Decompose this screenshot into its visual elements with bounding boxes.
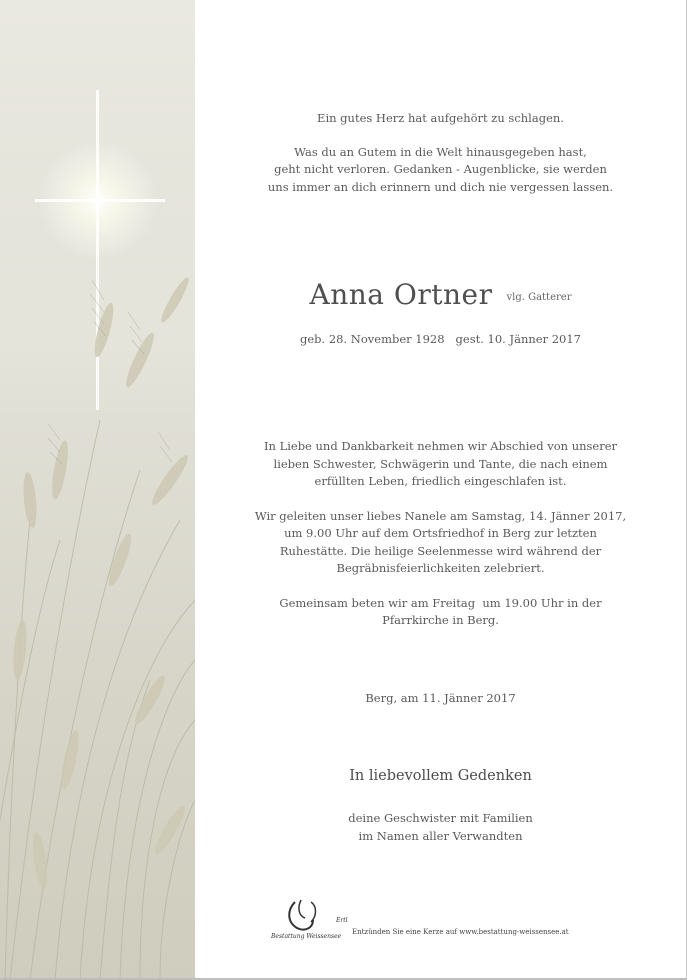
wheat-field-cross-image xyxy=(0,0,195,980)
poem-line: Was du an Gutem in die Welt hinausgegeben hast, xyxy=(294,144,587,159)
life-dates: geb. 28. November 1928 gest. 10. Jänner 2017 xyxy=(300,332,581,346)
announcement-text xyxy=(195,438,686,630)
footer xyxy=(195,896,686,946)
obituary-content xyxy=(195,0,686,980)
logo-text: Bestattung Weissensee xyxy=(271,933,342,940)
poem-line: Ein gutes Herz hat aufgehört zu schlagen. xyxy=(317,111,564,125)
logo-ertl: Ertl xyxy=(336,917,348,924)
poem-line: geht nicht verloren. Gedanken - Augenblicke, sie werden xyxy=(274,162,607,176)
family-line: deine Geschwister mit Familien xyxy=(348,811,533,825)
announcement-line: lieben Schwester, Schwägerin und Tante, die nach einem xyxy=(273,456,608,471)
announcement-line: Ruhestätte. Die heilige Seelenmesse wird während der xyxy=(279,543,602,558)
deceased-alias: vlg. Gatterer xyxy=(506,292,572,303)
deceased-name: Anna Ortner xyxy=(309,278,493,311)
announcement-line: Begräbnisfeierlichkeiten zelebriert. xyxy=(336,561,545,575)
announcement-line: Gemeinsam beten wir am Freitag um 19.00 Uhr in der xyxy=(279,595,602,610)
memorial-poem xyxy=(195,110,686,196)
memory-heading: In liebevollem Gedenken xyxy=(349,768,532,784)
deceased-name-row xyxy=(195,278,686,311)
family-signature xyxy=(195,810,686,845)
announcement-line: In Liebe und Dankbarkeit nehmen wir Abschied von unserer xyxy=(263,439,618,453)
place-date: Berg, am 11. Jänner 2017 xyxy=(365,691,516,705)
announcement-line: erfüllten Leben, friedlich eingeschlafen ist. xyxy=(314,474,567,488)
candle-link[interactable]: Entzünden Sie eine Kerze auf www.bestattung-weissensee.at xyxy=(352,928,569,936)
announcement-line: Wir geleiten unser liebes Nanele am Samstag, 14. Jänner 2017, xyxy=(254,508,627,523)
wheat-illustration xyxy=(0,0,195,980)
poem-line: uns immer an dich erinnern und dich nie vergessen lassen. xyxy=(267,179,614,194)
announcement-line: um 9.00 Uhr auf dem Ortsfriedhof in Berg zur letzten xyxy=(284,526,597,540)
announcement-line: Pfarrkirche in Berg. xyxy=(382,613,499,627)
family-line: im Namen aller Verwandten xyxy=(358,828,523,843)
